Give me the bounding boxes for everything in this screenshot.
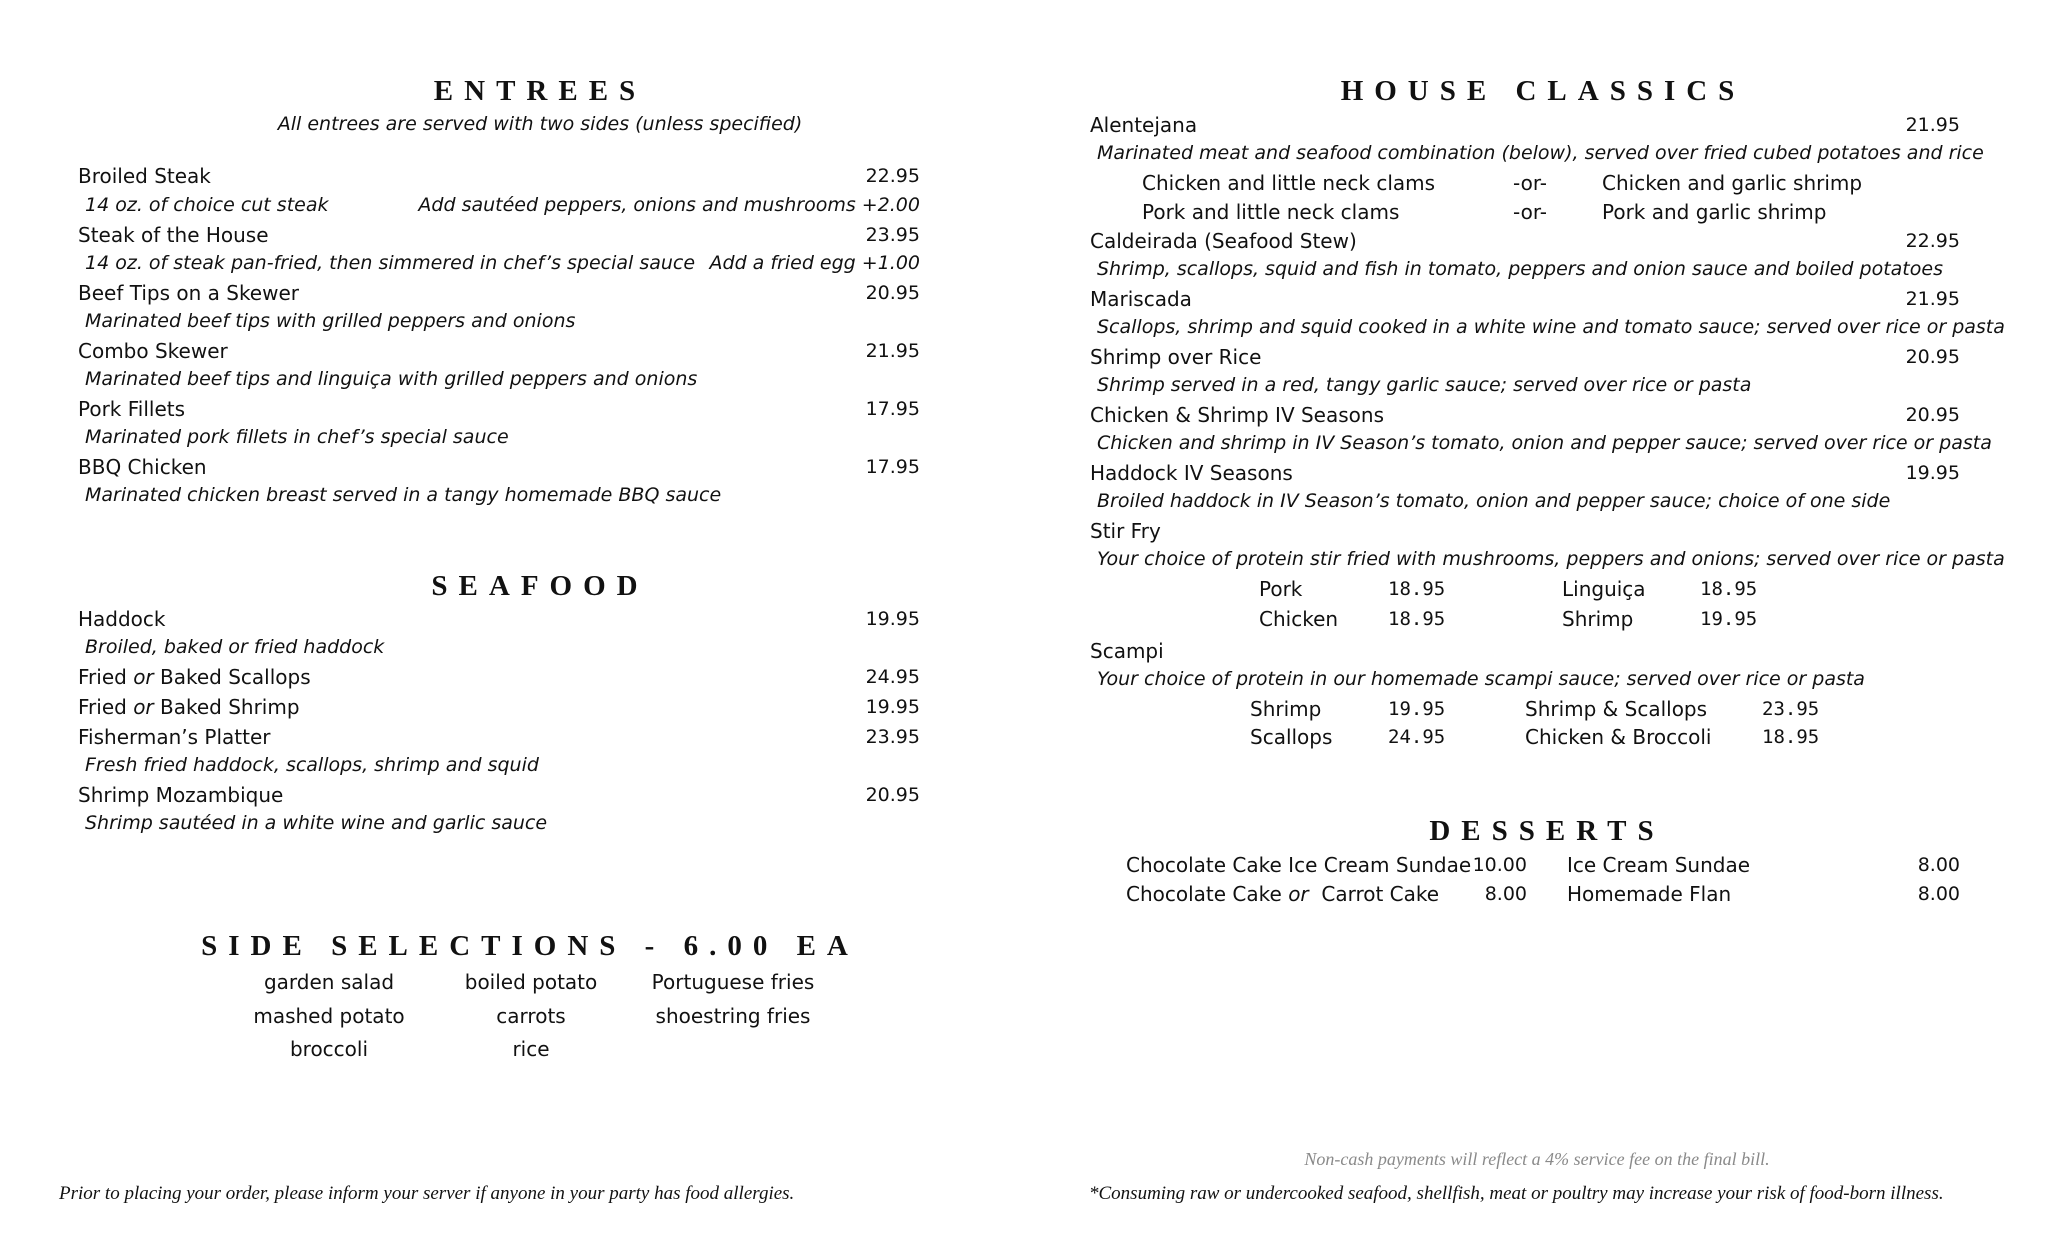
menu-item-name: Beef Tips on a Skewer [78,281,299,305]
side-item: rice [512,1037,550,1061]
menu-item-name: Haddock [78,607,166,631]
combo-option: Pork and little neck clams [1142,200,1400,224]
menu-item-name: Haddock IV Seasons [1090,461,1293,485]
menu-item-name: Shrimp over Rice [1090,345,1262,369]
menu-item-description: Broiled haddock in IV Season’s tomato, onion and pepper sauce; choice of one side [1097,490,1891,512]
dessert-price: 10.00 [1472,854,1527,876]
desserts-heading: DESSERTS [1429,815,1665,847]
protein-option: Shrimp [1562,607,1634,631]
menu-item-price: 19.95 [865,608,920,630]
menu-item-name: Scampi [1090,639,1164,663]
side-item: Portuguese fries [651,970,815,994]
menu-item-price: 21.95 [1905,114,1960,136]
protein-price: 18.95 [1388,578,1446,600]
menu-item-name: BBQ Chicken [78,455,207,479]
consumption-warning: *Consuming raw or undercooked seafood, shellfish, meat or poultry may increase your risk of food-born illness. [1089,1183,1944,1204]
menu-item-name: Combo Skewer [78,339,228,363]
protein-option: Pork [1259,577,1303,601]
menu-item-price: 20.95 [1905,346,1960,368]
menu-item-name: Caldeirada (Seafood Stew) [1090,229,1357,253]
menu-item-description: Fresh fried haddock, scallops, shrimp and squid [85,754,539,776]
side-item: garden salad [263,970,395,994]
dessert-price: 8.00 [1917,883,1960,905]
menu-item-price: 17.95 [865,456,920,478]
menu-item-price: 21.95 [865,340,920,362]
item-name-or: or [133,665,154,689]
menu-item-description: Your choice of protein in our homemade scampi sauce; served over rice or pasta [1097,668,1865,690]
item-name-part: Baked Scallops [153,665,311,689]
menu-item-name: Mariscada [1090,287,1192,311]
protein-price: 18.95 [1762,726,1820,748]
protein-price: 23.95 [1762,698,1820,720]
dessert-name [1126,882,1439,906]
item-name-part: Fried [78,695,134,719]
dessert-price: 8.00 [1484,883,1527,905]
combo-option: Chicken and garlic shrimp [1602,171,1863,195]
menu-item-price: 17.95 [865,398,920,420]
protein-price: 18.95 [1700,578,1758,600]
menu-item-price: 21.95 [1905,288,1960,310]
item-name-part: Fried [78,665,134,689]
protein-price: 19.95 [1388,698,1446,720]
menu-item-description: Scallops, shrimp and squid cooked in a white wine and tomato sauce; served over rice or pasta [1097,316,2005,338]
item-name-part: Baked Shrimp [153,695,300,719]
menu-item-price: 24.95 [865,666,920,688]
menu-item-price: 20.95 [865,282,920,304]
menu-item-price: 19.95 [1905,462,1960,484]
protein-option: Shrimp [1250,697,1322,721]
menu-item-name: Alentejana [1090,113,1198,137]
menu-item-description: Marinated pork fillets in chef’s special sauce [85,426,509,448]
dessert-name: Ice Cream Sundae [1567,853,1751,877]
menu-item-description: Marinated beef tips and linguiça with grilled peppers and onions [85,368,698,390]
side-item: shoestring fries [655,1004,811,1028]
side-item: boiled potato [464,970,598,994]
menu-item-description: Marinated chicken breast served in a tangy homemade BBQ sauce [85,484,722,506]
menu-item-description: Shrimp, scallops, squid and fish in tomato, peppers and onion sauce and boiled potatoes [1097,258,1943,280]
menu-item-description: Chicken and shrimp in IV Season’s tomato, onion and pepper sauce; served over rice or pasta [1097,432,1992,454]
protein-price: 18.95 [1388,608,1446,630]
menu-item-price: 20.95 [1905,404,1960,426]
protein-option: Linguiça [1562,577,1646,601]
side-item: broccoli [289,1037,369,1061]
entrees-subtitle: All entrees are served with two sides (unless specified) [277,113,803,135]
entrees-heading: ENTREES [433,75,647,107]
dessert-price: 8.00 [1917,854,1960,876]
menu-item-price: 19.95 [865,696,920,718]
menu-item-price: 23.95 [865,224,920,246]
sides-heading: SIDE SELECTIONS - 6.00 EA [201,930,859,962]
item-name-part: Carrot Cake [1308,882,1440,906]
menu-item-name: Chicken & Shrimp IV Seasons [1090,403,1384,427]
menu-item-name [78,665,311,689]
combo-or: -or- [1513,171,1547,195]
menu-item-name: Stir Fry [1090,519,1161,543]
menu-item-description: Shrimp served in a red, tangy garlic sauce; served over rice or pasta [1097,374,1752,396]
combo-option: Chicken and little neck clams [1142,171,1436,195]
protein-option: Scallops [1250,725,1333,749]
menu-item-name [78,695,300,719]
protein-option: Chicken [1259,607,1339,631]
menu-item-name: Fisherman’s Platter [78,725,271,749]
combo-or: -or- [1513,200,1547,224]
service-fee-notice: Non-cash payments will reflect a 4% service fee on the final bill. [1304,1149,1770,1169]
house-classics-heading: HOUSE CLASSICS [1340,75,1746,107]
item-name-or: or [1288,882,1309,906]
menu-item-description: Marinated meat and seafood combination (below), served over fried cubed potatoes and rice [1097,142,1984,164]
protein-option: Chicken & Broccoli [1525,725,1712,749]
menu-item-description: Shrimp sautéed in a white wine and garlic sauce [85,812,548,834]
menu-item-description: Broiled, baked or fried haddock [85,636,385,658]
menu-item-description: Your choice of protein stir fried with mushrooms, peppers and onions; served over rice or pasta [1097,548,2005,570]
side-item: carrots [496,1004,566,1028]
menu-item-description: Marinated beef tips with grilled peppers and onions [85,310,576,332]
protein-option: Shrimp & Scallops [1525,697,1708,721]
protein-price: 19.95 [1700,608,1758,630]
seafood-heading: SEAFOOD [431,570,649,602]
menu-item-description: 14 oz. of choice cut steak [85,194,329,216]
menu-item-addon: Add sautéed peppers, onions and mushrooms +2.00 [418,194,920,216]
menu-item-name: Steak of the House [78,223,269,247]
protein-price: 24.95 [1388,726,1446,748]
menu-item-name: Broiled Steak [78,164,211,188]
dessert-name: Chocolate Cake Ice Cream Sundae [1126,853,1472,877]
item-name-part: Chocolate Cake [1126,882,1289,906]
menu-item-name: Shrimp Mozambique [78,783,284,807]
menu-item-price: 20.95 [865,784,920,806]
menu-item-price: 22.95 [865,165,920,187]
menu-item-addon: Add a fried egg +1.00 [709,252,920,274]
allergy-notice: Prior to placing your order, please inform your server if anyone in your party has food allergies. [59,1183,795,1204]
menu-item-description: 14 oz. of steak pan-fried, then simmered in chef’s special sauce [85,252,696,274]
dessert-name: Homemade Flan [1567,882,1732,906]
menu-item-price: 23.95 [865,726,920,748]
side-item: mashed potato [253,1004,405,1028]
menu-item-price: 22.95 [1905,230,1960,252]
item-name-or: or [133,695,154,719]
combo-option: Pork and garlic shrimp [1602,200,1827,224]
menu-item-name: Pork Fillets [78,397,186,421]
